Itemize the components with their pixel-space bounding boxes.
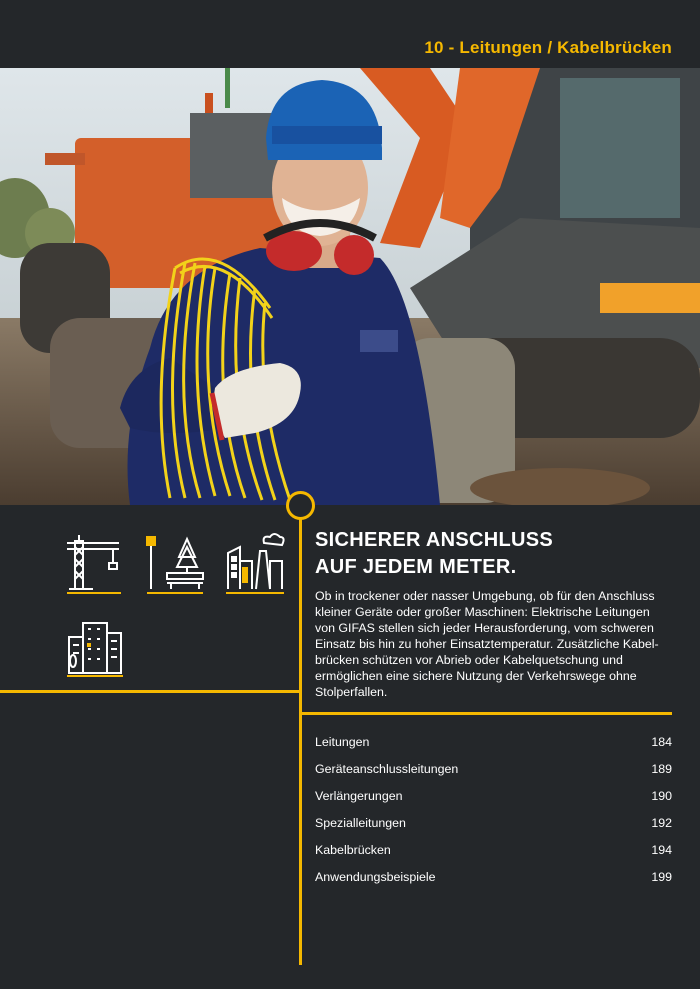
toc-page: 184 <box>651 734 672 749</box>
hero-photo <box>0 68 700 505</box>
table-of-contents <box>315 728 672 890</box>
city-buildings-icon <box>65 619 125 679</box>
toc-page: 189 <box>651 761 672 776</box>
toc-label: Verlängerungen <box>315 788 403 803</box>
toc-page: 190 <box>651 788 672 803</box>
headline-line-1: SICHERER ANSCHLUSS <box>315 529 554 551</box>
headline <box>315 527 553 581</box>
divider-ring <box>286 491 315 520</box>
toc-item[interactable] <box>315 755 672 782</box>
divider-right <box>300 712 672 715</box>
toc-page: 192 <box>651 815 672 830</box>
industry-icon <box>224 531 286 595</box>
toc-label: Geräteanschlussleitungen <box>315 761 459 776</box>
park-bench-icon <box>145 533 205 595</box>
headline-line-2: AUF JEDEM METER. <box>315 556 517 578</box>
chapter-title: 10 - Leitungen / Kabelbrücken <box>424 38 672 57</box>
page-header <box>0 0 700 68</box>
intro-text: Ob in trockener oder nasser Umgebung, ob für den Anschluss kleiner Geräte oder großer Maschinen: Elektrische Leitungen von GIFAS stellen sich jeder Herausforderung, vom schweren Einsatz bis hin zu hoher Einsatztemperatur. Zusätzliche Kabel-brücken schützen vor Abrieb oder Kabelquetschung und ermöglichen eine sichere Nutzung der Verkehrswege ohne Stolperfallen. <box>315 589 659 699</box>
toc-page: 194 <box>651 842 672 857</box>
toc-label: Kabelbrücken <box>315 842 391 857</box>
toc-label: Spezialleitungen <box>315 815 406 830</box>
construction-crane-icon <box>65 533 123 595</box>
toc-item[interactable] <box>315 809 672 836</box>
toc-item[interactable] <box>315 863 672 890</box>
toc-item[interactable] <box>315 836 672 863</box>
toc-item[interactable] <box>315 728 672 755</box>
toc-page: 199 <box>651 869 672 884</box>
toc-item[interactable] <box>315 782 672 809</box>
divider-vertical <box>299 505 302 965</box>
divider-left <box>0 690 300 693</box>
toc-label: Anwendungsbeispiele <box>315 869 436 884</box>
toc-label: Leitungen <box>315 734 370 749</box>
